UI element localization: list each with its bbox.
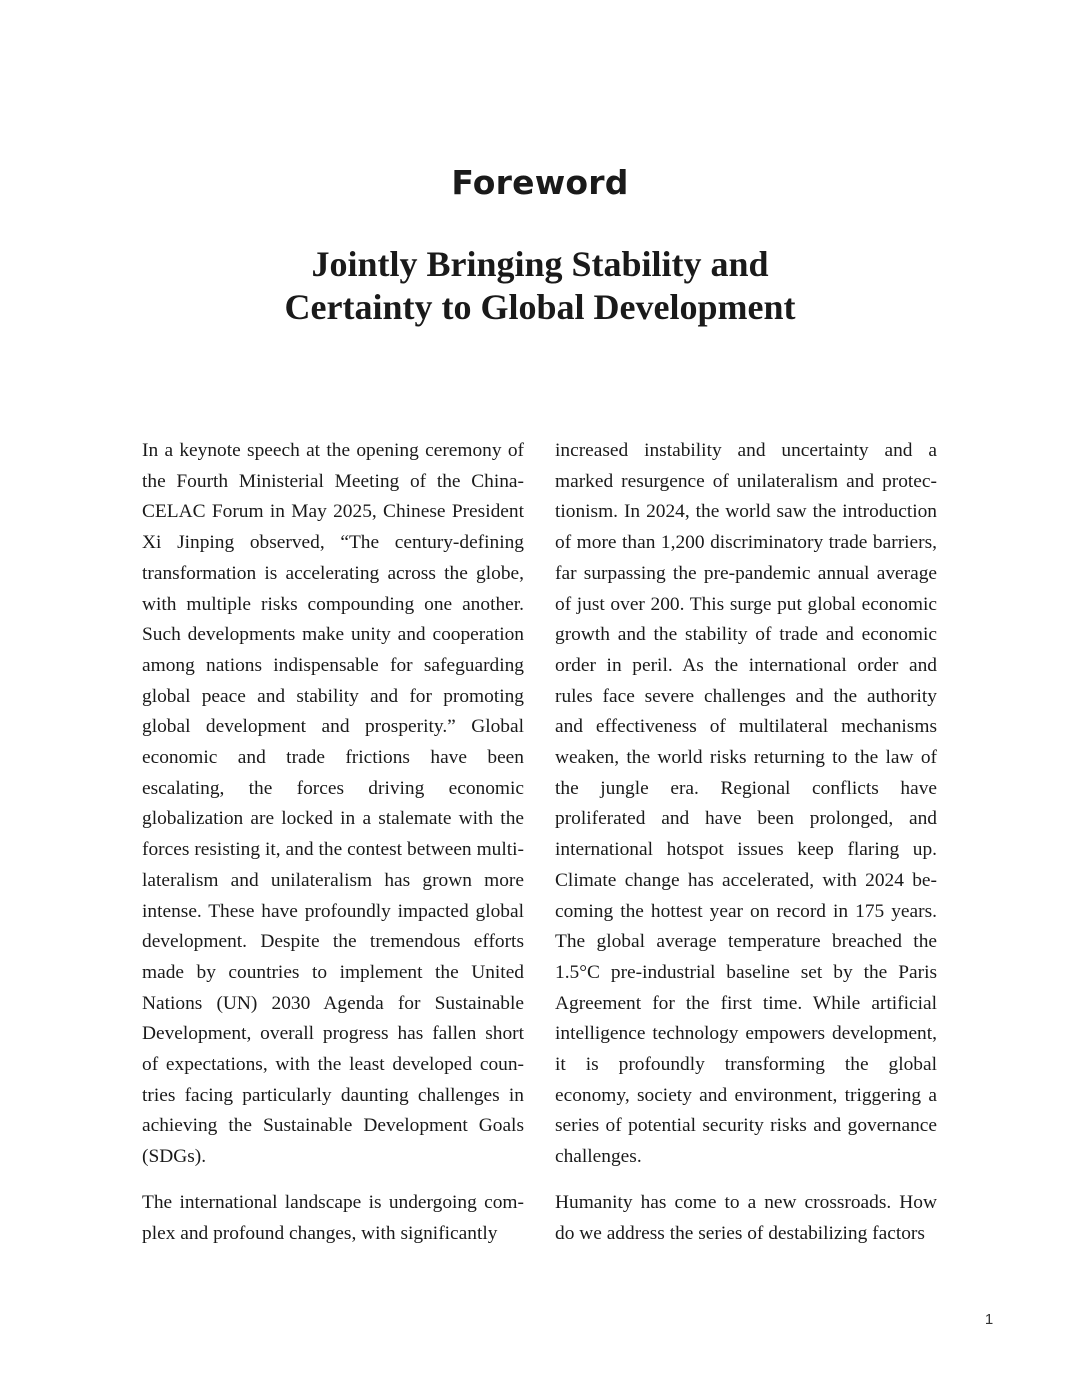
right-column	[555, 436, 937, 1264]
section-heading: Foreword	[451, 163, 629, 202]
paragraph: Humanity has come to a new crossroads. How do we address the series of destabilizing factors	[555, 1191, 937, 1244]
title-line-1: Jointly Bringing Stability and	[311, 244, 769, 284]
page-title	[0, 243, 1080, 329]
left-column	[142, 436, 524, 1264]
title-line-2: Certainty to Global Development	[284, 287, 796, 327]
paragraph: In a keynote speech at the opening ceremony of the Fourth Ministerial Meeting of the China-CELAC Forum in May 2025, Chinese President Xi Jinping observed, “The century-defining transformation is accelerating across the globe, with multiple risks compounding one another. Such developments make unity and cooperation among nations indispensable for safeguarding global peace and stability and for promoting global development and prosperity.” Global economic and trade frictions have been escalating, the forces driving economic globalization are locked in a stalemate with the forces resisting it, and the contest between multilateralism and unilateralism has grown more intense. These have profoundly impacted global development. Despite the tremendous efforts made by countries to implement the United Nations (UN) 2030 Agenda for Sustainable Development, overall progress has fallen short of expectations, with the least developed countries facing particularly daunting challenges in achieving the Sustainable Development Goals (SDGs).	[142, 440, 524, 1168]
paragraph: The international landscape is undergoing complex and profound changes, with significantly	[142, 1191, 524, 1244]
page-number: 1	[984, 1311, 994, 1328]
paragraph: increased instability and uncertainty and a marked resurgence of unilateralism and protectionism. In 2024, the world saw the introduction of more than 1,200 discriminatory trade barriers, far surpassing the pre-pandemic annual average of just over 200. This surge put global economic growth and the stability of trade and economic order in peril. As the international order and rules face severe challenges and the authority and effectiveness of multilateral mechanisms weaken, the world risks returning to the law of the jungle era. Regional conflicts have proliferated and have been prolonged, and international hotspot issues keep flaring up. Climate change has accelerated, with 2024 becoming the hottest year on record in 175 years. The global average temperature breached the 1.5°C pre-industrial baseline set by the Paris Agreement for the first time. While artificial intelligence technology empowers development, it is profoundly transforming the global economy, society and environment, triggering a series of potential security risks and governance challenges.	[555, 440, 937, 1168]
